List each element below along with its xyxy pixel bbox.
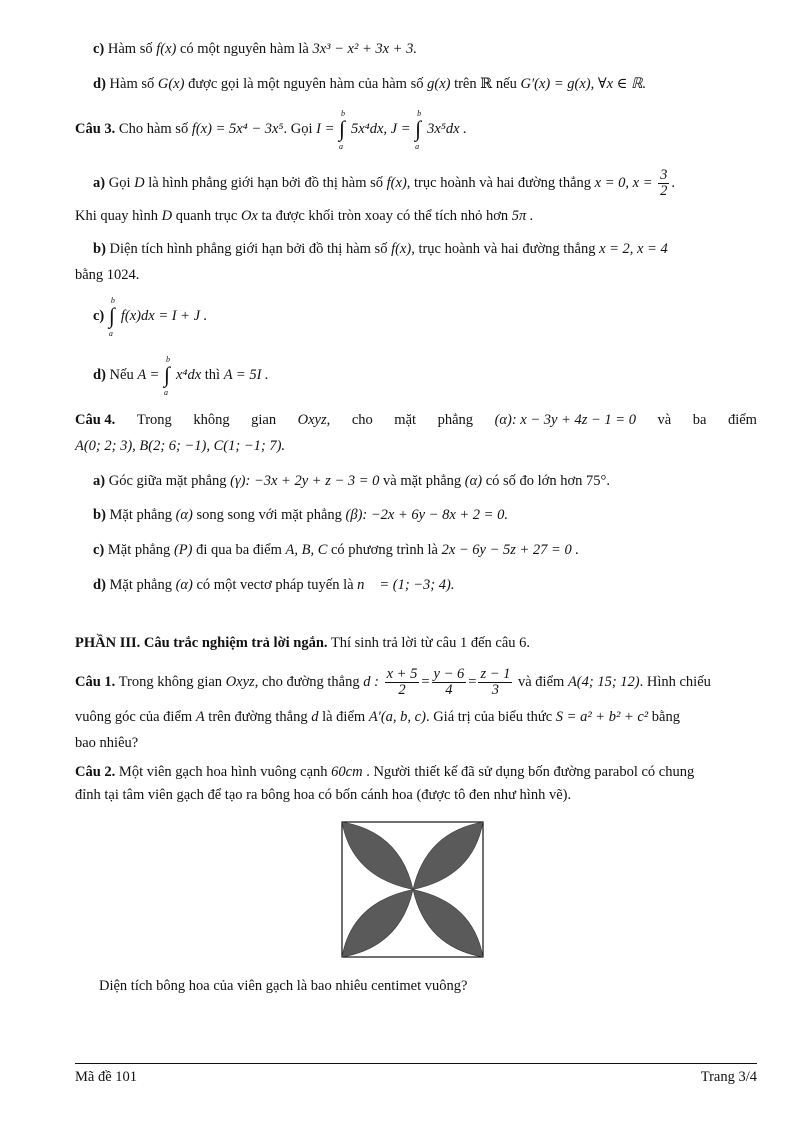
footer-exam-code: Mã đề 101 — [75, 1069, 138, 1085]
q4-item-c: c) Mặt phẳng (P) đi qua ba điểm A, B, C có phương trình là 2x − 6y − 5z + 27 = 0 . — [93, 542, 579, 558]
p3-q2-line2: đỉnh tại tâm viên gạch để tạo ra bông hoa có bốn cánh hoa (được tô đen như hình vẽ). — [75, 787, 572, 803]
part3-heading: PHẦN III. Câu trắc nghiệm trả lời ngắn. Thí sinh trả lời từ câu 1 đến câu 6. — [75, 635, 531, 651]
q4-item-b: b) Mặt phẳng (α) song song với mặt phẳng (β): −2x + 6y − 8x + 2 = 0. — [93, 507, 508, 523]
q4-item-a: a) Góc giữa mặt phẳng (γ): −3x + 2y + z − 3 = 0 và mặt phẳng (α) có số đo lớn hơn 75°. — [93, 473, 610, 489]
p3-q2-question: Diện tích bông hoa của viên gạch là bao nhiêu centimet vuông? — [99, 978, 468, 994]
footer-page-number: Trang 3/4 — [700, 1069, 757, 1085]
integral-sign: b ∫ a — [415, 108, 422, 151]
p3-q1-line3: bao nhiêu? — [75, 735, 139, 751]
q2-item-c: c) Hàm số f(x) có một nguyên hàm là 3x³ − x² + 3x + 3. — [93, 41, 417, 57]
q4-stem: Câu 4. Trong không gian Oxyz, cho mặt phẳng (α): x − 3y + 4z − 1 = 0 và ba điểm — [75, 412, 757, 428]
p3-q1-line2: vuông góc của điểm A trên đường thẳng d là điểm A′(a, b, c). Giá trị của biểu thức S = a² + b² + c² bằng — [75, 709, 680, 725]
q3-item-d: d) Nếu A = b ∫ a x⁴dx thì A = 5I . — [93, 354, 269, 397]
q3-item-c: c) b ∫ a f(x)dx = I + J . — [93, 295, 208, 338]
fraction: $\frac{z - 1}{3}$ — [480, 666, 511, 699]
q3-item-b-line2: bằng 1024. — [75, 267, 140, 283]
fraction: $\frac{3}{2}$ — [660, 167, 668, 200]
fraction: $\frac{x + 5}{2}$ — [386, 666, 418, 699]
q3-stem: Câu 3. Cho hàm số f(x) = 5x⁴ − 3x⁵. Gọi I = b ∫ a 5x⁴dx, J = b ∫ a 3x⁵dx . — [75, 108, 467, 151]
integral-sign: b ∫ a — [338, 108, 346, 151]
integral-sign: b ∫ a — [163, 354, 170, 397]
q4-points: A(0; 2; 3), B(2; 6; −1), C(1; −1; 7). — [75, 438, 286, 454]
p3-q1-stem: Câu 1. Trong không gian Oxyz, cho đường thẳng d : $\frac{x + 5}{2}$ = $\frac{y - 6}{4}$ = $\frac{z - 1}{3}$ và điểm A(4; 15; 12). Hình chiếu — [75, 666, 711, 699]
q4-item-d: d) Mặt phẳng (α) có một vectơ pháp tuyến là n⃗ = (1; −3; 4). — [93, 577, 455, 593]
integral-sign: b ∫ a — [108, 295, 115, 338]
q3-item-a: a) Gọi D là hình phẳng giới hạn bởi đồ thị hàm số f(x), trục hoành và hai đường thẳng x = 0, x = $\frac{3}{2}$ . — [93, 167, 675, 200]
footer-rule — [75, 1063, 757, 1064]
q3-item-b: b) Diện tích hình phẳng giới hạn bởi đồ thị hàm số f(x), trục hoành và hai đường thẳng x = 2, x = 4 — [93, 241, 668, 257]
q2-item-d: d) Hàm số G(x) được gọi là một nguyên hàm của hàm số g(x) trên ℝ nếu G′(x) = g(x), ∀x ∈ ℝ. — [93, 76, 647, 92]
fraction: $\frac{y - 6}{4}$ — [433, 666, 465, 699]
p3-q2-stem: Câu 2. Một viên gạch hoa hình vuông cạnh 60cm . Người thiết kế đã sử dụng bốn đường parabol có chung — [75, 764, 695, 780]
q3-item-a-line2: Khi quay hình D quanh trục Ox ta được khối tròn xoay có thể tích nhỏ hơn 5π . — [75, 208, 534, 224]
flower-tile-figure — [340, 820, 486, 960]
